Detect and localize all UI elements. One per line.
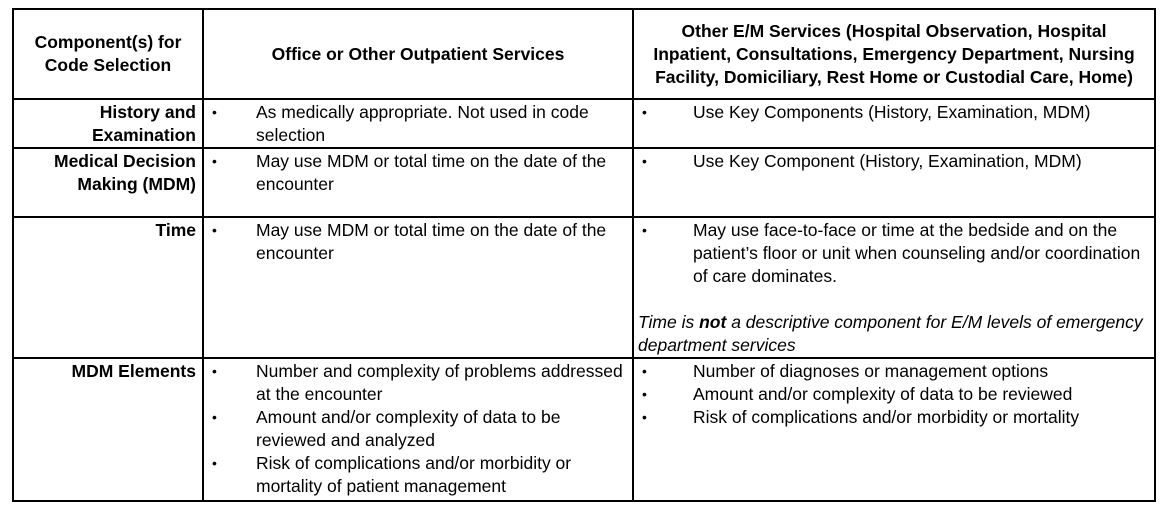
cell-office-time [203,217,633,358]
bullet-icon: • [212,363,217,379]
bullet-list [208,150,628,196]
list-item: • Use Key Component (History, Examination, MDM) [642,151,1082,171]
bullet-list [638,219,1150,288]
bullet-icon: • [212,222,217,238]
list-item: • Risk of complications and/or morbidity or mortality [642,407,1080,427]
bullet-icon: • [642,222,647,238]
bullet-icon: • [642,363,647,379]
row-mdm [13,148,1155,217]
list-item: • Number of diagnoses or management options [642,361,1049,381]
list-item: • Risk of complications and/or morbidity or mortality of patient management [212,453,572,496]
bullet-icon: • [642,153,647,169]
cell-other-mdm [633,148,1155,217]
bullet-list [638,150,1150,173]
bullet-list [208,101,628,147]
row-history-examination [13,99,1155,148]
list-item: • Amount and/or complexity of data to be reviewed [642,384,1073,404]
bullet-icon: • [212,455,217,471]
em-services-table [12,8,1156,502]
list-item: • Number and complexity of problems addressed at the encounter [212,361,623,404]
row-time [13,217,1155,358]
header-component: Component(s) for Code Selection [13,9,203,99]
cell-other-elements [633,358,1155,501]
note-emphasis: not [699,312,727,332]
list-item: • As medically appropriate. Not used in code selection [212,102,589,145]
cell-office-history [203,99,633,148]
bullet-icon: • [642,386,647,402]
row-label-mdm-elements: MDM Elements [13,358,203,501]
row-label-history-examination: History and Examination [13,99,203,148]
bullet-icon: • [212,104,217,120]
bullet-list [208,360,628,498]
bullet-list [208,219,628,265]
cell-other-history [633,99,1155,148]
bullet-icon: • [642,104,647,120]
list-item: • Amount and/or complexity of data to be reviewed and analyzed [212,407,561,450]
list-item: • May use MDM or total time on the date of the encounter [212,220,607,263]
cell-other-time [633,217,1155,358]
list-item: • Use Key Components (History, Examination, MDM) [642,102,1091,122]
row-label-mdm: Medical Decision Making (MDM) [13,148,203,217]
bullet-list [638,101,1150,124]
emergency-time-note: Time is not a descriptive component for E/M levels of emergency department services [638,312,1143,355]
cell-office-elements [203,358,633,501]
header-office-outpatient: Office or Other Outpatient Services [203,9,633,99]
header-row [13,9,1155,99]
row-mdm-elements [13,358,1155,501]
row-label-time: Time [13,217,203,358]
header-other-em-services: Other E/M Services (Hospital Observation, Hospital Inpatient, Consultations, Emergency Department, Nursing Facility, Domiciliary, Rest Home or Custodial Care, Home) [633,9,1155,99]
list-item: • May use MDM or total time on the date of the encounter [212,151,607,194]
list-item: • May use face-to-face or time at the bedside and on the patient’s floor or unit when counseling and/or coordination of care dominates. [642,220,1141,286]
bullet-icon: • [642,409,647,425]
cell-office-mdm [203,148,633,217]
bullet-icon: • [212,409,217,425]
bullet-list [638,360,1150,429]
bullet-icon: • [212,153,217,169]
